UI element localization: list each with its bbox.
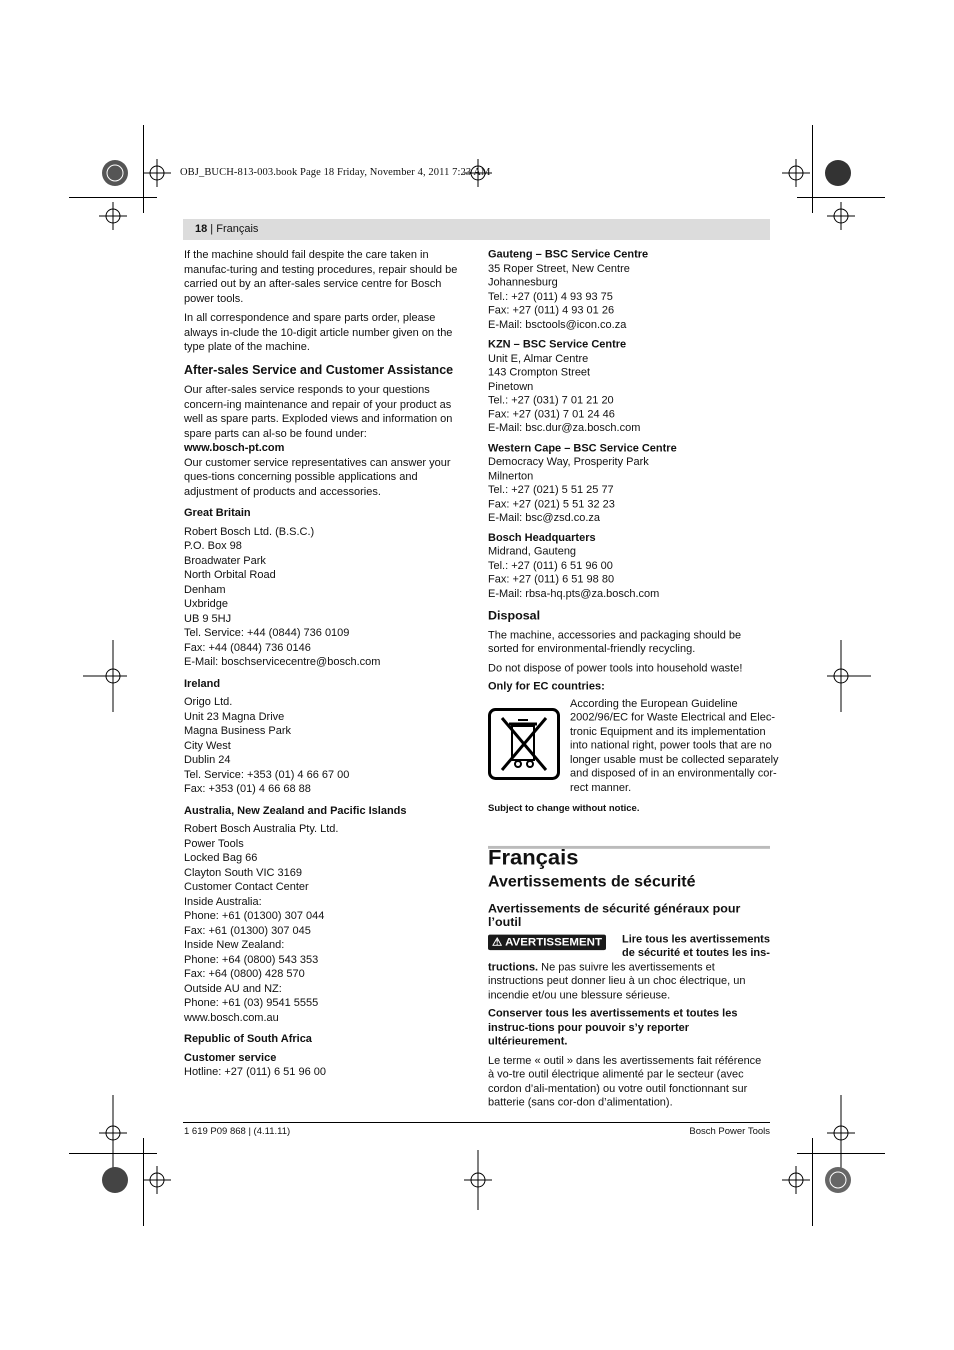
french-heading: Avertissements de sécurité généraux pour l’outil: [488, 901, 741, 929]
za-heading: Republic of South Africa: [184, 1033, 312, 1045]
footer-rule: [183, 1122, 770, 1123]
gb-address: Robert Bosch Ltd. (B.S.C.) P.O. Box 98 Broadwater Park North Orbital Road Denham Uxbridge UB 9 5HJ Tel. Service: +44 (0844) 736 0109 Fax: +44 (0844) 736 0146 E-Mail: boschservicecentre@bosch.com: [184, 525, 381, 668]
kzn-address: Unit E, Almar Centre 143 Crompton Street Pinetown Tel.: +27 (031) 7 01 21 20 Fax: +27 (031) 7 01 24 46 E-Mail: bsc.dur@za.bosch.com: [488, 352, 641, 435]
ie-address: Origo Ltd. Unit 23 Magna Drive Magna Business Park City West Dublin 24 Tel. Service: +353 (01) 4 66 67 00 Fax: +353 (01) 4 66 68 88: [184, 696, 350, 795]
ec-text: According the European Guideline 2002/96/EC for Waste Electrical and Elec- tronic Equipment and its implementation into national right, power tools that are no longer usable must be collected separately and disposed of in an environmentally cor- rect manner.: [570, 697, 779, 794]
warning-triangle-icon: ⚠: [492, 936, 503, 948]
hq-heading: Bosch Headquarters: [488, 532, 596, 544]
ec-heading: Only for EC countries:: [488, 681, 605, 693]
subject-notice: Subject to change without notice.: [488, 803, 640, 815]
right-column: [488, 248, 779, 1115]
after-sales-text: Our after-sales service responds to your questions concern-ing maintenance and repair of your product as well as spare parts. Exploded views and information on spare parts can al-so be found under:: [184, 384, 453, 440]
gauteng-heading: Gauteng – BSC Service Centre: [488, 248, 649, 261]
website-link[interactable]: www.bosch-pt.com: [184, 442, 285, 454]
after-sales-heading: After-sales Service and Customer Assistance: [184, 362, 454, 377]
wheelie-bin-crossed-icon: [488, 708, 560, 780]
ie-heading: Ireland: [184, 677, 221, 690]
disposal-heading: Disposal: [488, 608, 541, 623]
wc-heading: Western Cape – BSC Service Centre: [488, 442, 677, 454]
french-title: Français: [488, 844, 579, 869]
customer-service-heading: Customer service: [184, 1051, 277, 1064]
au-heading: Australia, New Zealand and Pacific Islands: [184, 804, 407, 817]
warning-badge: ⚠ AVERTISSEMENT: [488, 934, 606, 950]
warning-text: tructions. Ne pas suivre les avertissements et instructions peut donner lieu à un choc électrique, un incendie et/ou une blessure sérieuse.: [488, 961, 746, 1001]
hq-address: Midrand, Gauteng Tel.: +27 (011) 6 51 96 00 Fax: +27 (011) 6 51 98 80 E-Mail: rbsa-hq.pts@za.bosch.com: [488, 545, 660, 600]
kzn-heading: KZN – BSC Service Centre: [488, 338, 627, 351]
gauteng-address: 35 Roper Street, New Centre Johannesburg Tel.: +27 (011) 4 93 93 75 Fax: +27 (011) 4 93 01 26 E-Mail: bsctools@icon.co.za: [488, 262, 630, 331]
au-address: Robert Bosch Australia Pty. Ltd. Power Tools Locked Bag 66 Clayton South VIC 3169 Customer Contact Center Inside Australia: Phone: +61 (01300) 307 044 Fax: +61 (01300) 307 045 Inside New Zealand: Phone: +64 (0800) 543 353 Fax: +64 (0800) 428 570 Outside AU and NZ: Phone: +61 (03) 9541 5555 www.bosch.com.au: [184, 823, 339, 1024]
french-section: [488, 845, 770, 1109]
file-meta: OBJ_BUCH-813-003.book Page 18 Friday, November 4, 2011 7:23 AM: [180, 167, 491, 178]
hotline: Hotline: +27 (011) 6 51 96 00: [184, 1066, 326, 1078]
intro-text-2: In all correspondence and spare parts order, please always in-clude the 10-digit article number given on the type plate of the machine.: [184, 312, 453, 353]
disposal-text-2: Do not dispose of power tools into household waste!: [488, 662, 743, 674]
footer-brand: Bosch Power Tools: [689, 1126, 770, 1137]
disposal-text-1: The machine, accessories and packaging should be sorted for environmental-friendly recycling.: [488, 629, 742, 655]
section-name: Français: [216, 223, 259, 235]
intro-text-1: If the machine should fail despite the care taken in manufac-turing and testing procedures, repair should be carried out by an after-sales service centre for Bosch power tools.: [184, 249, 458, 305]
gb-heading: Great Britain: [184, 507, 251, 519]
keep-instructions: Conserver tous les avertissements et toutes les instruc-tions pour pouvoir s’y reporter ultérieurement.: [488, 1007, 738, 1048]
french-subtitle: Avertissements de sécurité: [488, 873, 696, 891]
outil-definition: Le terme « outil » dans les avertissements fait référence à vo-tre outil électrique alimenté par le secteur (avec cordon d’ali-mentation) ou votre outil fonctionnant sur batterie (sans cor-don d’alimentation).: [488, 1054, 762, 1109]
page-header: 18 | Français: [183, 219, 770, 240]
left-column: [184, 248, 470, 1080]
page-number: 18: [195, 223, 208, 235]
wc-address: Democracy Way, Prosperity Park Milnerton Tel.: +27 (021) 5 51 25 77 Fax: +27 (021) 5 51 32 23 E-Mail: bsc@zsd.co.za: [488, 456, 649, 524]
footer-code: 1 619 P09 868 | (4.11.11): [184, 1126, 291, 1137]
reps-text: Our customer service representatives can answer your ques-tions concerning possible applications and adjustment of products and accessories.: [184, 456, 451, 498]
warning-row: ⚠ AVERTISSEMENT Lire tous les avertissements de sécurité et toutes les ins-: [488, 932, 770, 960]
